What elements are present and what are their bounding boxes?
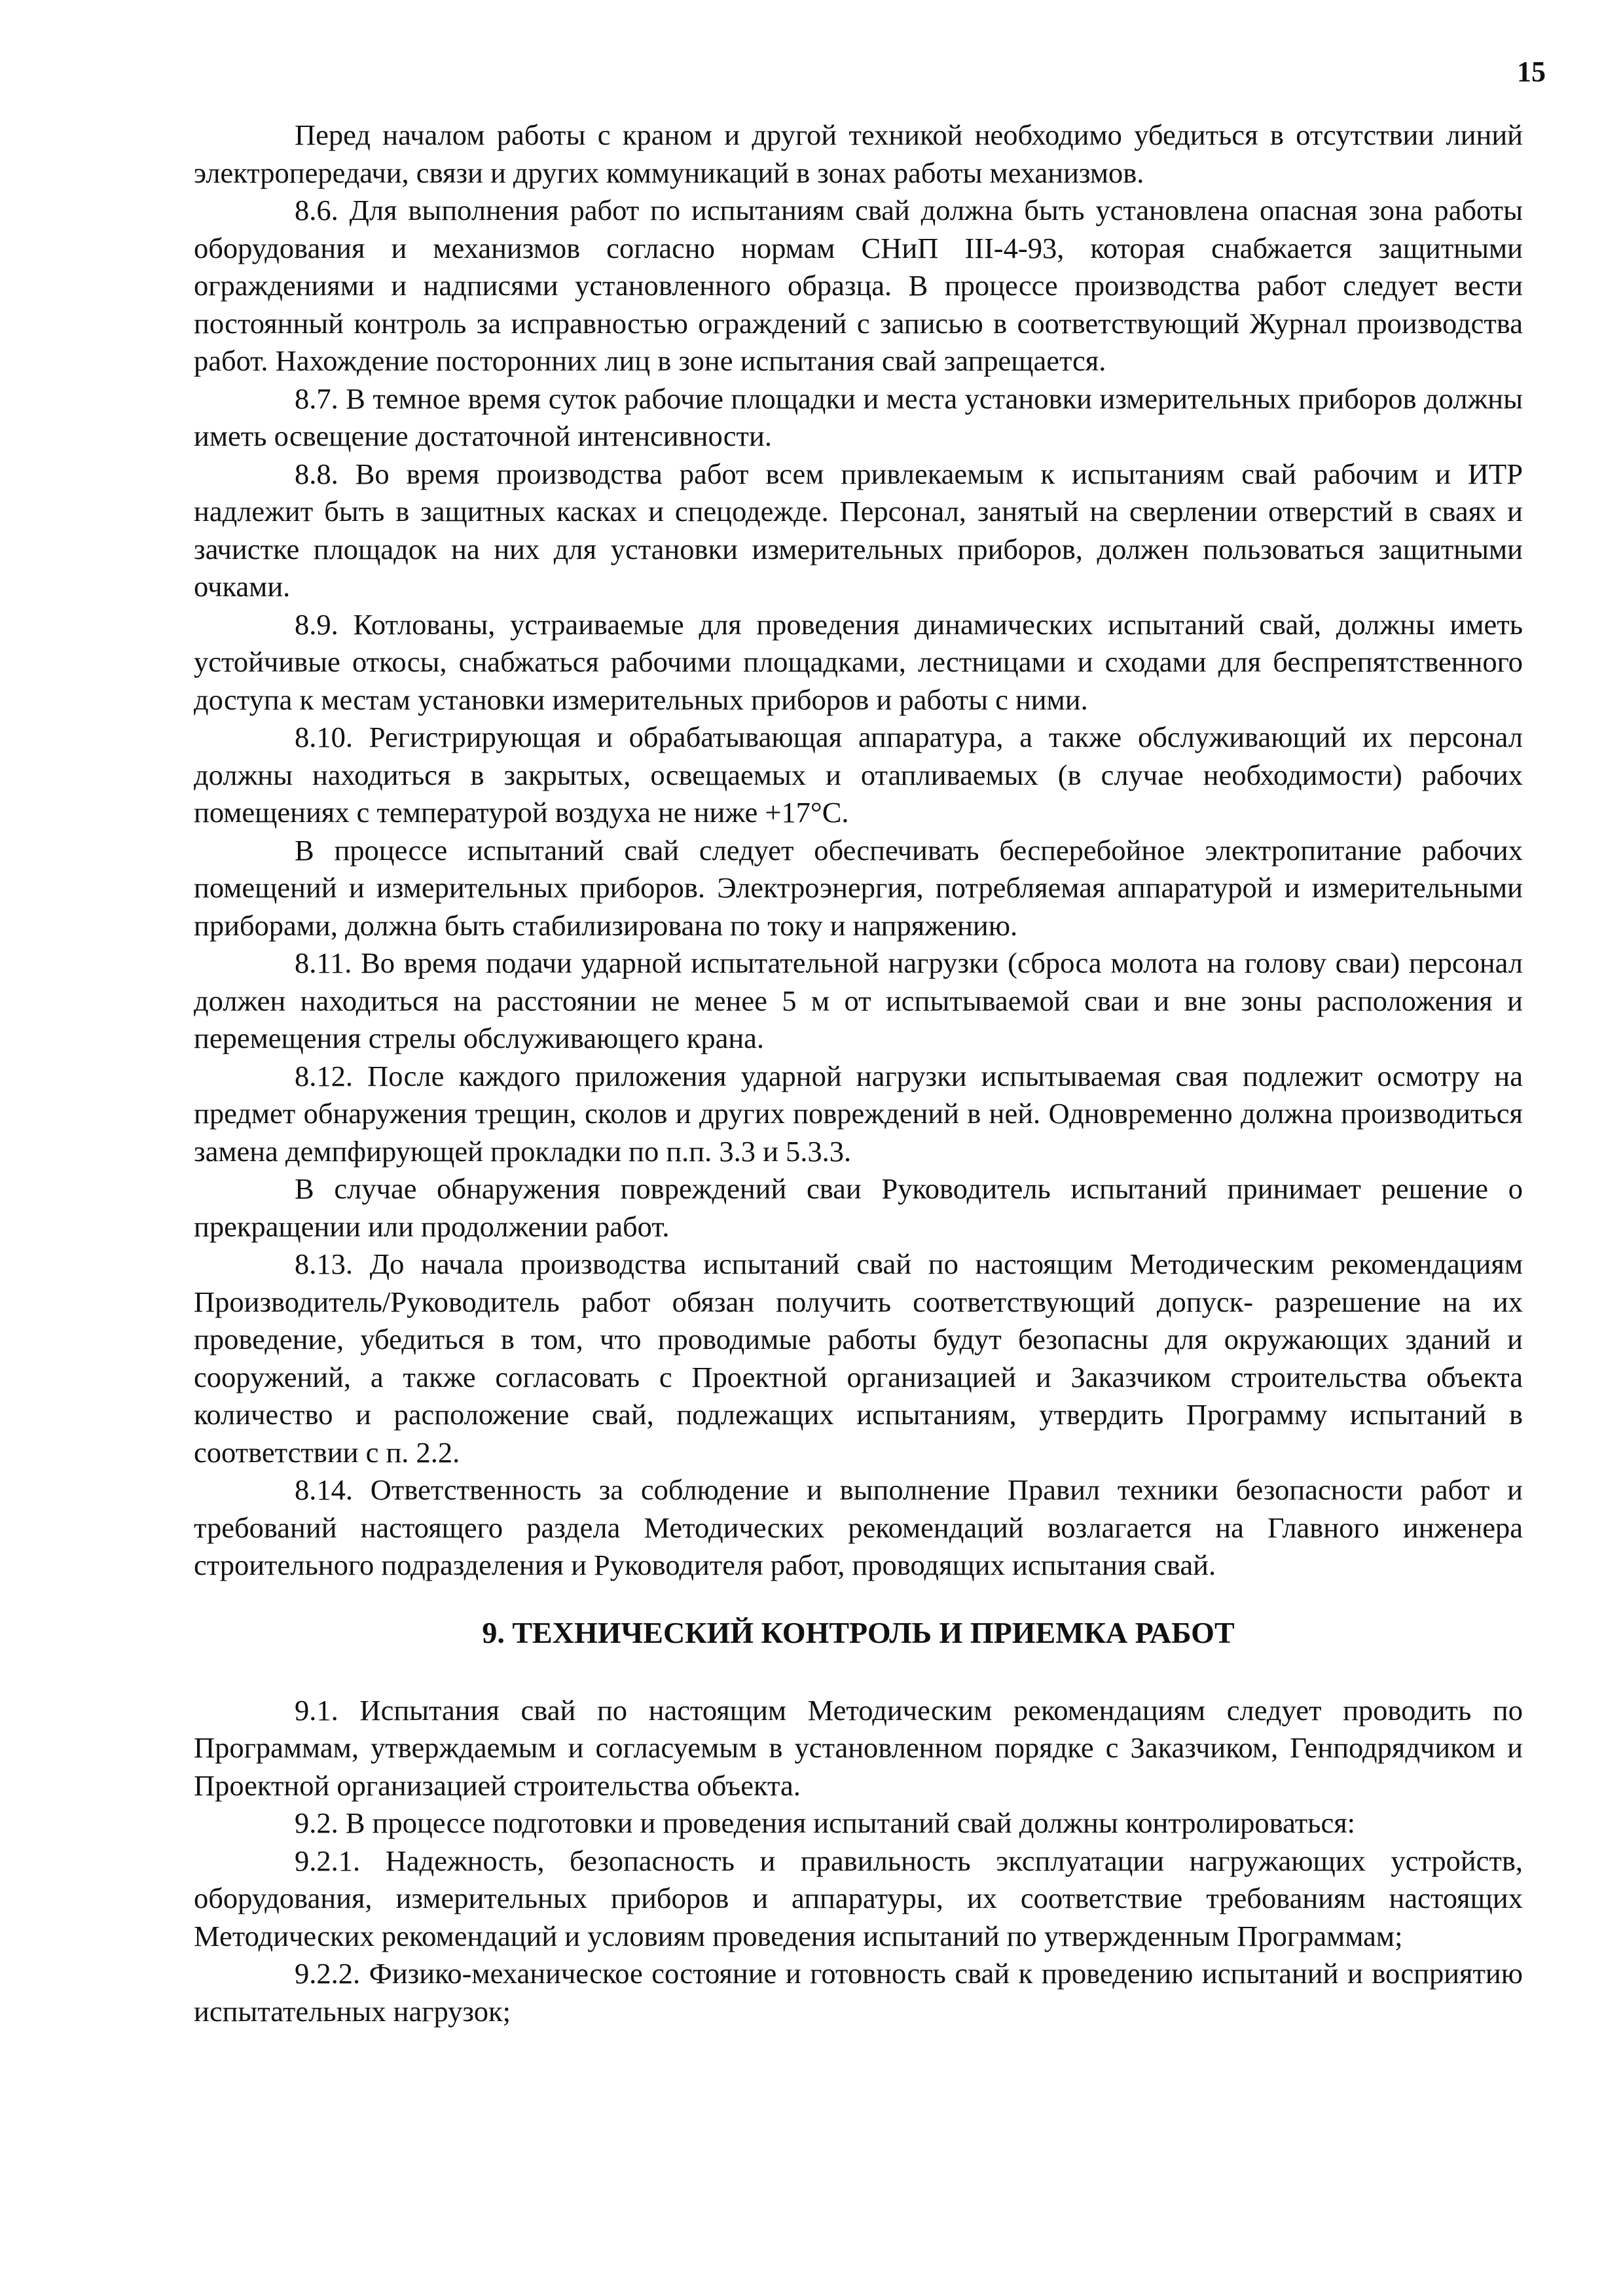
paragraph: В случае обнаружения повреждений сваи Руководитель испытаний принимает решение о прекращении или продолжении работ.: [194, 1172, 1523, 1243]
paragraph: 9.2.2. Физико-механическое состояние и готовность свай к проведению испытаний и восприятию испытательных нагрузок;: [194, 1957, 1523, 2028]
paragraph: 8.6. Для выполнения работ по испытаниям свай должна быть установлена опасная зона работы оборудования и механизмов согласно нормам СНиП III-4-93, которая снабжается защитными ограждениями и надписями установленного образца. В процессе производства работ следует вести постоянный контроль за исправностью ограждений с записью в соответствующий Журнал производства работ. Нахождение посторонних лиц в зоне испытания свай запрещается.: [194, 194, 1523, 377]
paragraph: 8.8. Во время производства работ всем привлекаемым к испытаниям свай рабочим и ИТР надлежит быть в защитных касках и спецодежде. Персонал, занятый на сверлении отверстий в сваях и зачистке площадок на них для установки измерительных приборов, должен пользоваться защитными очками.: [194, 457, 1523, 603]
paragraph: Перед началом работы с краном и другой техникой необходимо убедиться в отсутствии линий электропередачи, связи и других коммуникаций в зонах работы механизмов.: [194, 118, 1523, 189]
paragraph: 8.14. Ответственность за соблюдение и выполнение Правил техники безопасности работ и требований настоящего раздела Методических рекомендаций возлагается на Главного инженера строительного подразделения и Руководителя работ, проводящих испытания свай.: [194, 1473, 1523, 1581]
page-content: [194, 117, 1523, 2030]
paragraph: 8.12. После каждого приложения ударной нагрузки испытываемая свая подлежит осмотру на предмет обнаружения трещин, сколов и других повреждений в ней. Одновременно должна производиться замена демпфирующей прокладки по п.п. 3.3 и 5.3.3.: [194, 1059, 1523, 1168]
page-number: 15: [1517, 56, 1546, 88]
section-heading: 9. ТЕХНИЧЕСКИЙ КОНТРОЛЬ И ПРИЕМКА РАБОТ: [482, 1615, 1235, 1649]
paragraph: В процессе испытаний свай следует обеспечивать бесперебойное электропитание рабочих помещений и измерительных приборов. Электроэнергия, потребляемая аппаратурой и измерительными приборами, должна быть стабилизирована по току и напряжению.: [194, 833, 1523, 942]
paragraph: 8.11. Во время подачи ударной испытательной нагрузки (сброса молота на голову сваи) персонал должен находиться на расстоянии не менее 5 м от испытываемой сваи и вне зоны расположения и перемещения стрелы обслуживающего крана.: [194, 946, 1523, 1054]
paragraph: 8.7. В темное время суток рабочие площадки и места установки измерительных приборов должны иметь освещение достаточной интенсивности.: [194, 382, 1523, 452]
paragraph: 8.9. Котлованы, устраиваемые для проведения динамических испытаний свай, должны иметь устойчивые откосы, снабжаться рабочими площадками, лестницами и сходами для беспрепятственного доступа к местам установки измерительных приборов и работы с ними.: [194, 607, 1523, 716]
paragraph: 9.2. В процессе подготовки и проведения испытаний свай должны контролироваться:: [295, 1806, 1356, 1839]
paragraph: 9.1. Испытания свай по настоящим Методическим рекомендациям следует проводить по Программам, утверждаемым и согласуемым в установленном порядке с Заказчиком, Генподрядчиком и Проектной организацией строительства объекта.: [194, 1693, 1523, 1802]
paragraph: 8.10. Регистрирующая и обрабатывающая аппаратура, а также обслуживающий их персонал должны находиться в закрытых, освещаемых и отапливаемых (в случае необходимости) рабочих помещениях с температурой воздуха не ниже +17°С.: [194, 721, 1523, 829]
paragraph: 8.13. До начала производства испытаний свай по настоящим Методическим рекомендациям Производитель/Руководитель работ обязан получить соответствующий допуск- разрешение на их проведение, убедиться в том, что проводимые работы будут безопасны для окружающих зданий и сооружений, а также согласовать с Проектной организацией и Заказчиком строительства объекта количество и расположение свай, подлежащих испытаниям, утвердить Программу испытаний в соответствии с п. 2.2.: [194, 1247, 1523, 1469]
paragraph: 9.2.1. Надежность, безопасность и правильность эксплуатации нагружающих устройств, оборудования, измерительных приборов и аппаратуры, их соответствие требованиям настоящих Методических рекомендаций и условиям проведения испытаний по утвержденным Программам;: [194, 1844, 1523, 1952]
